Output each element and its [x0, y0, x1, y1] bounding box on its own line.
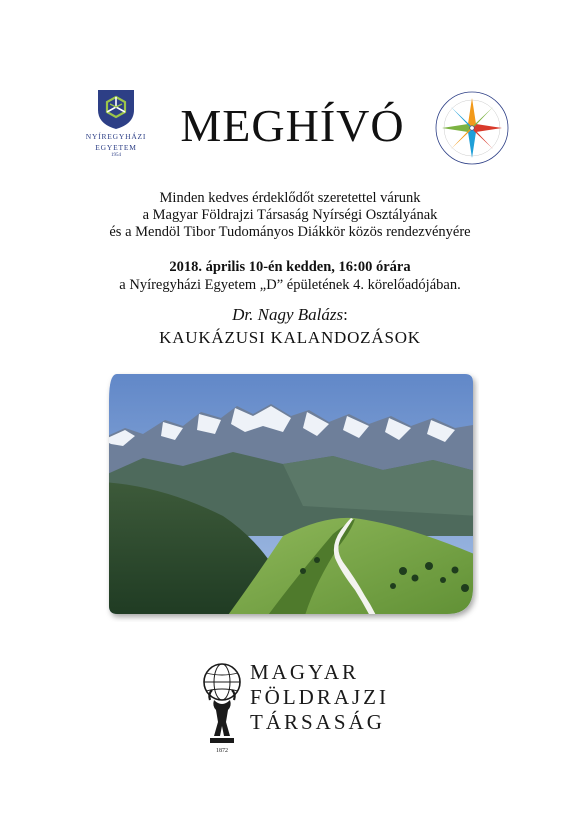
invitation-line-3: és a Mendöl Tibor Tudományos Diákkör közös rendezvényére [109, 224, 471, 240]
nyiregyhazi-egyetem-logo [84, 88, 148, 166]
atlas-globe-icon [198, 660, 246, 756]
society-name [250, 660, 389, 735]
university-crest-icon [96, 88, 136, 130]
lecture-speaker-line [60, 305, 520, 325]
society-name-line3: TÁRSASÁG [250, 710, 385, 734]
society-name-line1: MAGYAR [250, 660, 360, 684]
event-details [60, 258, 520, 294]
lecture-speaker-suffix: : [343, 305, 348, 324]
society-name-line2: FÖLDRAJZI [250, 685, 390, 709]
society-founding-year: 1872 [216, 748, 228, 754]
turizmus-foldrajz-intezet-logo [432, 88, 512, 168]
invitation-line-2: a Magyar Földrajzi Társaság Nyírségi Osztályának [142, 207, 438, 223]
invitation-line-1: Minden kedves érdeklődőt szeretettel várunk [159, 190, 421, 206]
lecture-title: KAUKÁZUSI KALANDOZÁSOK [159, 328, 421, 347]
lecture-speaker: Dr. Nagy Balázs [232, 305, 344, 324]
caucasus-landscape-image [103, 366, 479, 622]
compass-rose-icon [432, 88, 512, 168]
event-date-time: 2018. április 10-én kedden, 16:00 órára [169, 259, 411, 275]
event-location: a Nyíregyházi Egyetem „D” épületének 4. körelőadójában. [119, 277, 461, 293]
university-name-line2: EGYETEM [95, 143, 137, 152]
magyar-foldrajzi-tarsasag-logo [198, 660, 398, 760]
university-name-line1: NYÍREGYHÁZI [85, 132, 147, 141]
mountain-photo [103, 366, 479, 622]
university-founding-year: 1954 [111, 153, 121, 158]
invitation-text [60, 190, 520, 241]
page-title: MEGHÍVÓ [180, 100, 405, 151]
